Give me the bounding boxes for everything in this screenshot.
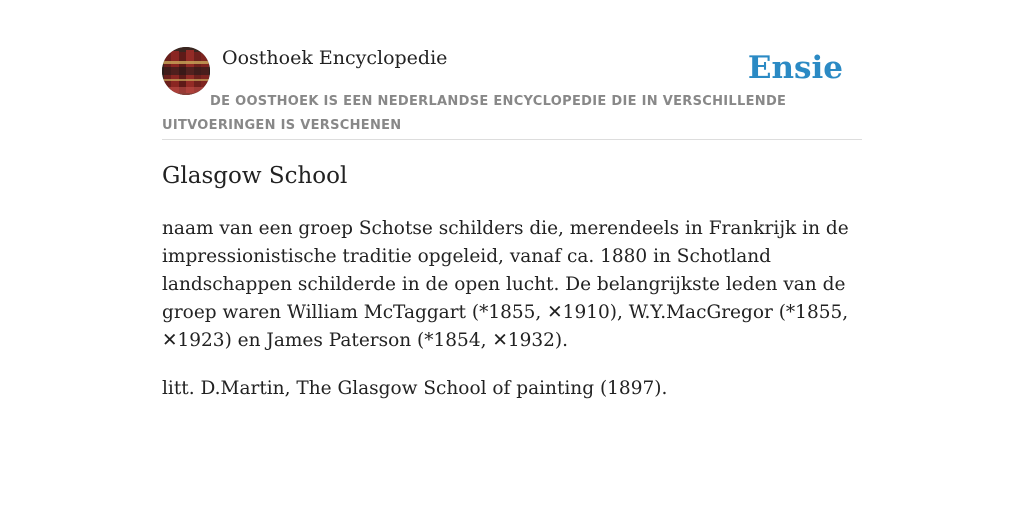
- article-body: naam van een groep Schotse schilders die, merendeels in Frankrijk in de impressionistische traditie opgeleid, vanaf ca. 1880 in Schotland landschappen schilderde in de open lucht. De belangrijkste leden van de groep waren William McTaggart (*1855, ✕1910), W.Y.MacGregor (*1855, ✕1923) en James Paterson (*1854, ✕1932).: [162, 218, 849, 351]
- brand-logo-link[interactable]: Ensie: [747, 50, 843, 86]
- source-header: [162, 46, 862, 140]
- encyclopedia-books-icon[interactable]: [162, 47, 210, 95]
- page-title: Glasgow School: [162, 163, 348, 189]
- literature-reference: litt. D.Martin, The Glasgow School of painting (1897).: [162, 378, 668, 399]
- source-title[interactable]: Oosthoek Encyclopedie: [222, 47, 448, 69]
- source-tagline: DE OOSTHOEK IS EEN NEDERLANDSE ENCYCLOPEDIE DIE IN VERSCHILLENDE UITVOERINGEN IS VERSCHENEN: [162, 94, 787, 133]
